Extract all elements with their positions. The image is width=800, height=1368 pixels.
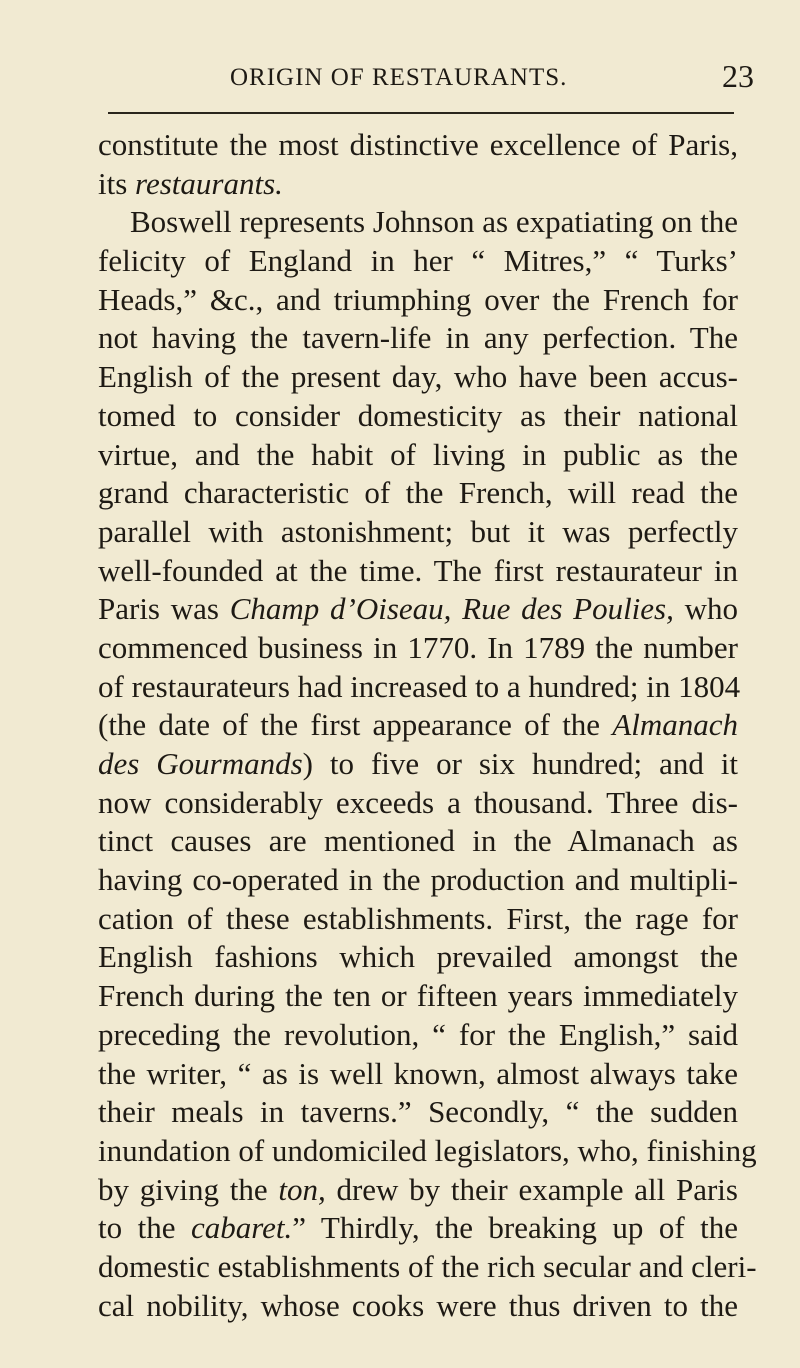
text-segment: Boswell represents Johnson as expatiating on the bbox=[130, 204, 738, 240]
text-segment: of restaurateurs had increased to a hundred; in 1804 bbox=[98, 668, 741, 704]
running-head bbox=[100, 58, 760, 102]
text-segment: their meals in taverns.” Secondly, “ the sudden bbox=[98, 1094, 738, 1130]
text-line bbox=[98, 474, 738, 513]
text-segment: having co-operated in the production and multipli- bbox=[98, 862, 738, 898]
text-line bbox=[98, 900, 738, 939]
text-line bbox=[98, 706, 738, 745]
text-segment: to the bbox=[98, 1210, 191, 1246]
text-line bbox=[98, 938, 738, 977]
italic-text: cabaret. bbox=[190, 1210, 293, 1246]
text-segment: English of the present day, who have been accus- bbox=[98, 359, 738, 395]
text-line bbox=[98, 745, 738, 784]
text-segment: well-founded at the time. The first restaurateur in bbox=[98, 552, 738, 588]
text-segment: domestic establishments of the rich secular and cleri- bbox=[98, 1248, 757, 1284]
text-segment: commenced business in 1770. In 1789 the number bbox=[98, 629, 738, 665]
text-line bbox=[98, 552, 738, 591]
text-line bbox=[98, 397, 738, 436]
text-segment: English fashions which prevailed amongst the bbox=[98, 939, 738, 975]
italic-text: Almanach bbox=[612, 707, 738, 743]
text-segment: cation of these establishments. First, the rage for bbox=[98, 900, 738, 936]
text-line bbox=[98, 1055, 738, 1094]
text-line bbox=[98, 822, 738, 861]
text-line bbox=[98, 629, 738, 668]
text-segment: cal nobility, whose cooks were thus driven to the bbox=[98, 1287, 738, 1323]
text-segment: tomed to consider domesticity as their national bbox=[98, 397, 738, 433]
header-rule bbox=[108, 112, 734, 114]
text-line bbox=[98, 1248, 757, 1287]
text-segment: its bbox=[98, 165, 136, 201]
text-line bbox=[98, 281, 738, 320]
text-segment: (the date of the first appearance of the bbox=[98, 707, 613, 743]
text-line bbox=[98, 1132, 757, 1171]
text-line bbox=[98, 1016, 738, 1055]
text-line bbox=[98, 126, 738, 165]
text-line bbox=[98, 1287, 738, 1326]
text-line bbox=[98, 242, 738, 281]
text-segment: Heads,” &c., and triumphing over the French for bbox=[98, 281, 738, 317]
text-line bbox=[98, 590, 738, 629]
text-segment: preceding the revolution, “ for the English,” said bbox=[98, 1016, 738, 1052]
page-number: 23 bbox=[722, 58, 754, 94]
text-line bbox=[98, 784, 738, 823]
text-segment: ” Thirdly, the breaking up of the bbox=[292, 1210, 738, 1246]
text-segment: who bbox=[673, 591, 739, 627]
text-line bbox=[98, 203, 738, 242]
italic-text: restaurants. bbox=[135, 165, 283, 201]
text-segment: ) to five or six hundred; and it bbox=[302, 746, 739, 781]
italic-text: Champ d’Oiseau, Rue des Poulies, bbox=[229, 591, 674, 627]
text-segment: drew by their example all Paris bbox=[325, 1171, 738, 1207]
text-line bbox=[98, 861, 738, 900]
text-segment: inundation of undomiciled legislators, who, finishing bbox=[98, 1132, 757, 1168]
italic-text: des Gourmands bbox=[98, 746, 303, 781]
text-line bbox=[98, 668, 741, 707]
text-line bbox=[98, 1093, 738, 1132]
text-segment: grand characteristic of the French, will read the bbox=[98, 475, 738, 511]
text-segment: felicity of England in her “ Mitres,” “ Turks’ bbox=[98, 243, 738, 279]
text-segment: constitute the most distinctive excellence of Paris, bbox=[98, 127, 738, 162]
text-line bbox=[98, 1209, 738, 1248]
text-line bbox=[98, 977, 738, 1016]
body-text bbox=[98, 126, 757, 1325]
text-line bbox=[98, 1171, 738, 1210]
text-line bbox=[98, 319, 738, 358]
text-segment: not having the tavern-life in any perfection. The bbox=[98, 320, 738, 356]
text-segment: French during the ten or fifteen years immediately bbox=[98, 978, 738, 1014]
text-line bbox=[98, 358, 738, 397]
text-segment: Paris was bbox=[98, 591, 230, 627]
text-segment: virtue, and the habit of living in public as the bbox=[98, 436, 738, 472]
text-segment: now considerably exceeds a thousand. Three dis- bbox=[98, 784, 738, 820]
text-segment: by giving the bbox=[98, 1171, 279, 1207]
text-line bbox=[98, 165, 738, 204]
text-segment: the writer, “ as is well known, almost always take bbox=[98, 1055, 738, 1091]
text-segment: parallel with astonishment; but it was perfectly bbox=[98, 513, 738, 549]
text-line bbox=[98, 513, 738, 552]
italic-text: ton, bbox=[278, 1171, 326, 1207]
text-segment: tinct causes are mentioned in the Almanach as bbox=[98, 823, 738, 859]
text-line bbox=[98, 436, 738, 475]
running-title: ORIGIN OF RESTAURANTS. bbox=[230, 64, 568, 91]
